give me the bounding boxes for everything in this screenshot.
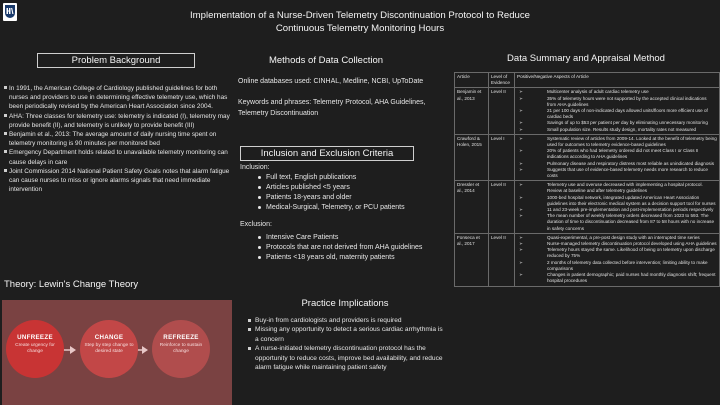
level-cell: Level II xyxy=(489,181,515,234)
exclusion-item: Intensive Care Patients xyxy=(256,233,450,243)
criteria-body xyxy=(240,163,450,263)
inclusion-item: Articles published <5 years xyxy=(256,183,450,193)
practice-item: A nurse-initiated telemetry discontinuation protocol has the opportunity to reduce costs, improve bed availability, and reduce alarm fatigue while maintaining patient safety xyxy=(248,344,448,372)
summary-title: Data Summary and Appraisal Method xyxy=(496,52,676,67)
level-cell: Level II xyxy=(489,233,515,286)
inclusion-label: Inclusion: xyxy=(240,164,270,171)
article-cell: Benjamin et al., 2013 xyxy=(455,88,489,134)
level-cell: Level II xyxy=(489,88,515,134)
background-item: Joint Commission 2014 National Patient Safety Goals notes that alarm fatigue can cause nurses to miss or ignore alarms signals that need immediate intervention xyxy=(4,167,232,195)
column-header: Level of Evidence xyxy=(489,73,515,88)
poster-title: Implementation of a Nurse-Driven Telemetry Discontinuation Protocol to Reduce Continuous Telemetry Monitoring Hours xyxy=(189,10,531,34)
methods-title: Methods of Data Collection xyxy=(240,54,412,69)
methods-body xyxy=(238,76,446,119)
article-cell: Fonseca et al., 2017 xyxy=(455,233,489,286)
background-item: Benjamin et al., 2013: The average amount of daily nursing time spent on telemetry monitoring is 90 minutes per monitored bed xyxy=(4,130,232,148)
lewin-change-diagram xyxy=(2,300,232,405)
table-header-row xyxy=(455,73,720,88)
column-header: Article xyxy=(455,73,489,88)
practice-item: Buy-in from cardiologists and providers is required xyxy=(248,316,448,325)
practice-title: Practice Implications xyxy=(240,297,450,311)
inclusion-item: Medical-Surgical, Telemetry, or PCU patients xyxy=(256,203,450,213)
article-cell: Crawford & Holen, 2015 xyxy=(455,134,489,180)
refreeze-stage: REFREEZE Reinforce to sustain change xyxy=(152,320,210,378)
methods-keywords: Keywords and phrases: Telemetry Protocol, AHA Guidelines, Telemetry Discontinuation xyxy=(238,99,426,117)
inclusion-item: Patients 18-years and older xyxy=(256,193,450,203)
practice-item: Missing any opportunity to detect a serious cardiac arrhythmia is a concern xyxy=(248,325,448,344)
background-item: Emergency Department holds related to unavailable telemetry monitoring can cause delays in care xyxy=(4,148,232,166)
table-row xyxy=(455,181,720,234)
practice-list xyxy=(248,316,448,372)
table-row xyxy=(455,233,720,286)
logo-emblem-icon xyxy=(6,7,14,15)
background-item: AHA: Three classes for telemetry use: telemetry is indicated (I), telemetry may provide benefit (II), and telemetry is unlikely to provide benefit (III) xyxy=(4,112,232,130)
background-header: Problem Background xyxy=(37,53,195,68)
theory-title: Theory: Lewin's Change Theory xyxy=(4,278,170,292)
article-cell: Dressler et al., 2014 xyxy=(455,181,489,234)
exclusion-label: Exclusion: xyxy=(240,221,272,228)
background-list xyxy=(4,84,232,194)
change-stage: CHANGE Step by step change to desired state xyxy=(80,320,138,378)
column-header: Positive/Negative Aspects of Article xyxy=(515,73,720,88)
findings-cell: ➢ Multicenter analysis of adult cardiac telemetry use ➢ 35% of telemetry hours were not supported by the accepted clinical indications from AHA guidelines ➢ 21 per 100 days of non-indicated days allowed units/floors more efficient use of cardiac beds ➢ Savings of up to $53 per patient per day by eliminating unnecessary monitoring ➢ Small population size. Results study design, mortality rates not measured xyxy=(515,88,720,134)
table-row xyxy=(455,88,720,134)
university-logo xyxy=(3,3,17,21)
background-item: In 1991, the American College of Cardiology published guidelines for both nurses and providers to use in determining effective telemetry use, which has been periodically revised by the American Heart Association since 2004. xyxy=(4,84,232,112)
findings-cell: ➢ Systematic review of articles from 2009-14. Looked at the benefit of telemetry being used for outcomes to telemetry evidence-based guidelines ➢ 20% of patients who had telemetry ordered did not meet Class I or Class II indications according to AHA guidelines ➢ Pulmonary disease and respiratory distress most reliable as unindicated diagnosis ➢ Suggests that use of evidence-based telemetry needs more research to reduce costs xyxy=(515,134,720,180)
summary-table xyxy=(454,72,720,287)
level-cell: Level I xyxy=(489,134,515,180)
methods-databases: Online databases used: CINHAL, Medline, NCBI, UpToDate xyxy=(238,78,424,85)
criteria-header: Inclusion and Exclusion Criteria xyxy=(240,146,414,161)
exclusion-item: Patients <18 years old, maternity patients xyxy=(256,253,450,263)
table-row xyxy=(455,134,720,180)
findings-cell: ➢ Telemetry use and overuse decreased with implementing a hospital protocol. Review at baseline and after telemetry guidelines ➢ 1000-bed hospital network, integrated updated American Heart Association guidelines into their electronic medical system as a decision support tool for nurses ➢ 11 and 23-week pre-implementation and post-implementation periods respectively ➢ The mean number of weekly telemetry orders decreased from 1023 to 593. The duration of time to discontinuation decreased from 87 to 58 hours with no increase in safety concerns xyxy=(515,181,720,234)
exclusion-item: Protocols that are not derived from AHA guidelines xyxy=(256,243,450,253)
findings-cell: ➢ Quasi-experimental, a pre-post design study with an interrupted time series ➢ Nurse-managed telemetry discontinuation protocol developed using AHA guidelines ➢ Telemetry hours stayed the same. Likelihood of being on telemetry upon discharge reduced by 75% ➢ 2 months of telemetry data collected before intervention; limiting ability to make comparisons ➢ Changes in patient demographic; paid nurses had monthly diagnosis shift; frequent hospital procedures xyxy=(515,233,720,286)
inclusion-item: Full text, English publications xyxy=(256,173,450,183)
unfreeze-stage: UNFREEZE Create urgency for change xyxy=(6,320,64,378)
